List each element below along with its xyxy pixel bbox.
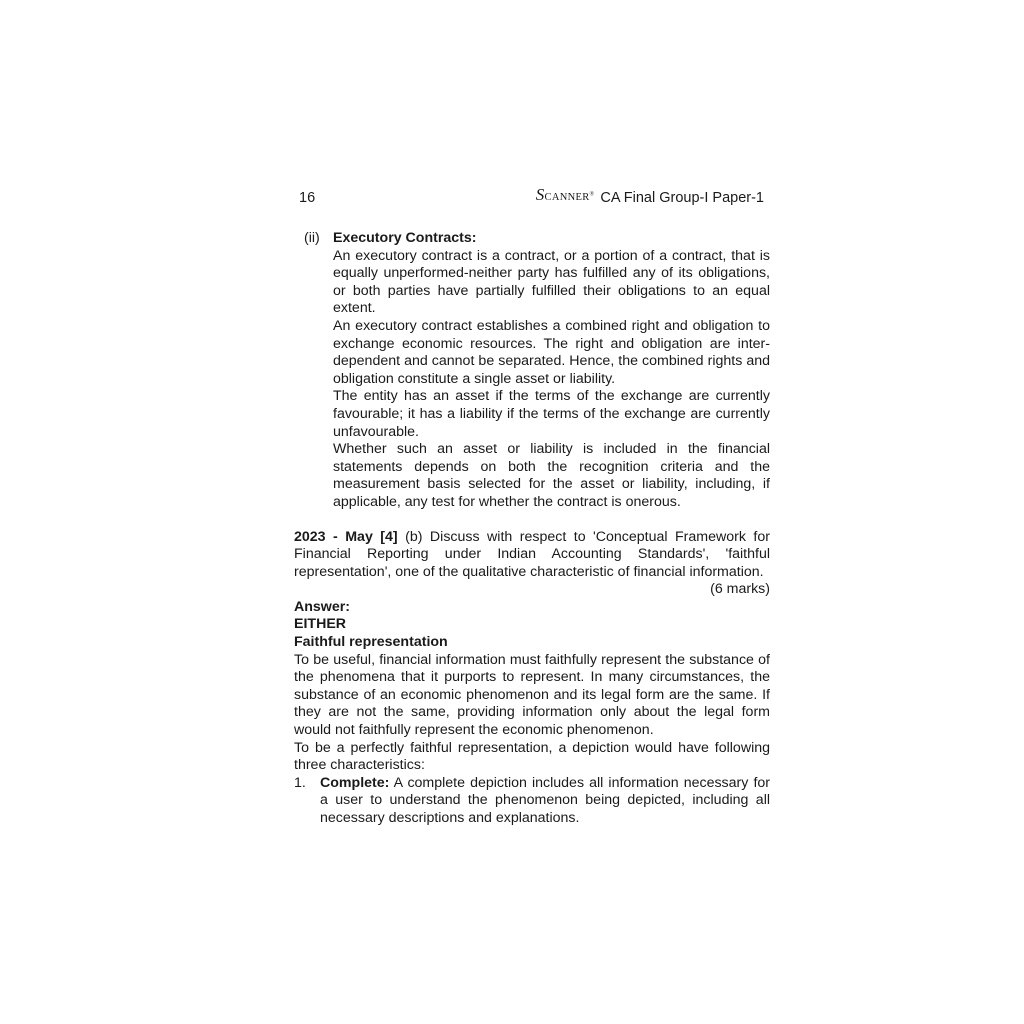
section-body <box>333 230 770 512</box>
book-title: CA Final Group-I Paper-1 <box>600 190 764 206</box>
answer-block <box>294 599 770 828</box>
section-number: (ii) <box>304 230 320 246</box>
answer-label: Answer: <box>294 598 350 615</box>
question-body: (b) Discuss with respect to 'Conceptual Framework for Financial Reporting under Indian Accounting Standards', 'faithful representation', one of the qualitative characteristic of financial information. <box>294 528 770 580</box>
question-text <box>294 529 770 582</box>
list-description: A complete depiction includes all information necessary for a user to understand the phenomenon being depicted, including all necessary descriptions and explanations. <box>320 774 770 826</box>
page-number: 16 <box>299 190 316 206</box>
page-header <box>294 185 770 212</box>
either-label: EITHER <box>294 616 347 633</box>
document-page <box>294 185 770 828</box>
question-ref: 2023 - May [4] <box>294 528 398 545</box>
exam-question <box>294 529 770 599</box>
section-paragraph: An executory contract establishes a combined right and obligation to exchange economic resources. The right and obligation are inter-dependent and cannot be separated. Hence, the combined rights and obligation constitute a single asset or liability. <box>333 317 770 387</box>
section-heading: Executory Contracts: <box>333 230 477 246</box>
section-paragraph: The entity has an asset if the terms of the exchange are currently favourable; it has a liability if the terms of the exchange are currently unfavourable. <box>333 388 770 440</box>
answer-heading: Faithful representation <box>294 634 448 651</box>
section-paragraph: An executory contract is a contract, or a portion of a contract, that is equally unperformed-neither party has fulfilled any of its obligations, or both parties have partially fulfilled their obligations to an equal extent. <box>333 247 770 317</box>
question-marks: (6 marks) <box>710 581 770 598</box>
list-number: 1. <box>294 774 306 791</box>
answer-paragraph: To be a perfectly faithful representation, a depiction would have following three characteristics: <box>294 739 770 774</box>
list-text <box>320 775 770 828</box>
answer-paragraph: To be useful, financial information must faithfully represent the substance of the phenomena that it purports to represent. In many circumstances, the substance of an economic phenomenon and its legal form are the same. If they are not the same, providing information only about the legal form would not faithfully represent the economic phenomenon. <box>294 651 770 739</box>
executory-contracts-section <box>304 230 770 512</box>
scanner-logo: SCANNER® <box>535 185 595 204</box>
list-term: Complete: <box>320 774 390 791</box>
list-item <box>294 775 770 828</box>
running-head <box>535 185 764 209</box>
section-paragraph: Whether such an asset or liability is included in the financial statements depends on both the recognition criteria and the measurement basis selected for the asset or liability, including, if applicable, any test for whether the contract is onerous. <box>333 441 770 510</box>
